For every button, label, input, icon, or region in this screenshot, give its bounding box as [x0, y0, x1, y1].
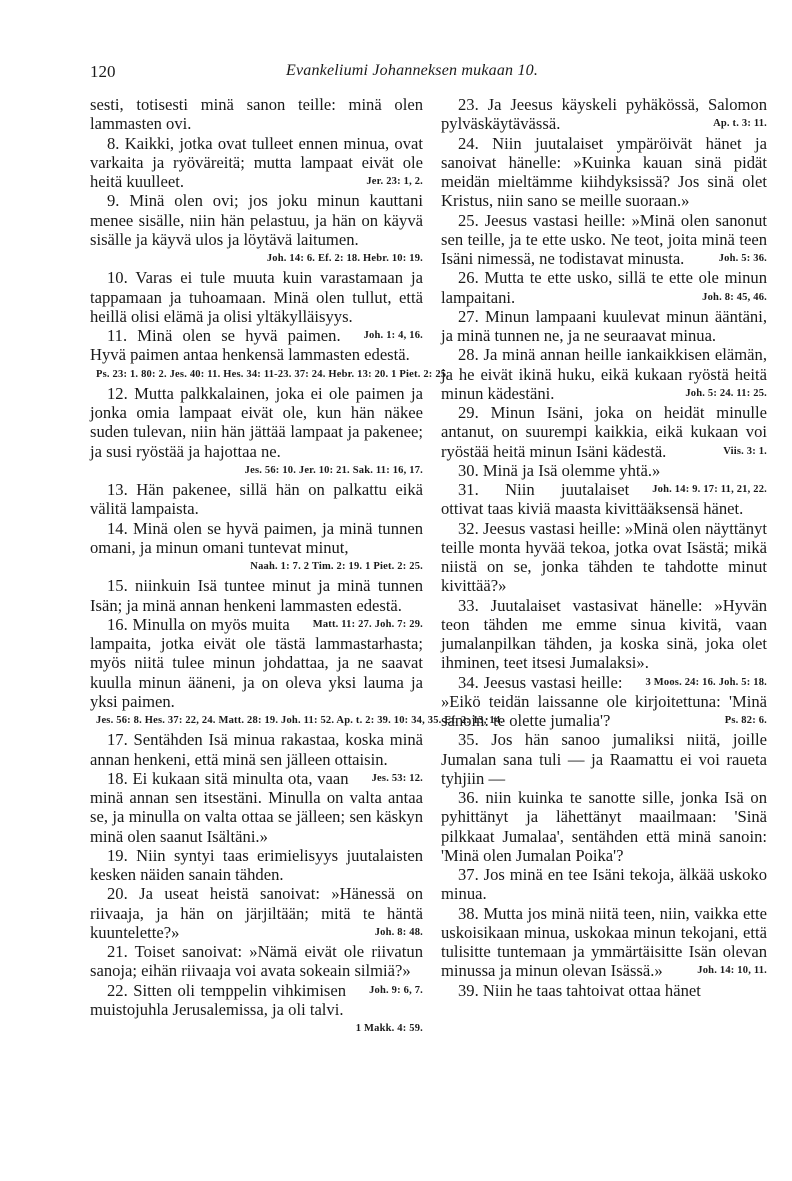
verse-text: 27. Minun lampaani kuulevat minun ääntäni, ja minä tunnen ne, ja ne seuraavat minua. [441, 306, 767, 345]
cross-reference: Joh. 14: 6. Ef. 2: 18. Hebr. 10: 19. [266, 253, 423, 264]
verse-text: 18. Ei kukaan sitä minulta ota, vaan minä annan sen itsestäni. Minulla on valta antaa se, ja minulla on valta ottaa se jälleen; sen käskyn minä olen saanut Isältäni.» [90, 768, 423, 846]
verse-text: 29. Minun Isäni, joka on heidät minulle antanut, on suurempi kaikkia, eikä kukaan voi ryöstää heitä minun Isäni kädestä. [441, 403, 767, 461]
verse-text: 19. Niin syntyi taas erimielisyys juutalaisten kesken näiden sanain tähden. [90, 845, 423, 884]
verse [90, 846, 423, 885]
verse-text: 17. Sentähden Isä minua rakastaa, koska minä annan henkeni, että minä sen jälleen ottaisin. [90, 730, 423, 769]
verse [441, 134, 767, 211]
verse [441, 788, 767, 865]
verse-text: 25. Jeesus vastasi heille: »Minä olen sanonut sen teille, ja te ette usko. Ne teot, joita minä teen Isäni nimessä, ne todistavat minusta. [441, 210, 767, 268]
verse-text: 39. Niin he taas tahtoivat ottaa hänet [458, 980, 701, 1000]
verse [90, 942, 423, 996]
cross-reference: Joh. 8: 45, 46. [702, 291, 767, 303]
verse [441, 981, 767, 1000]
verse-text: 21. Toiset sanoivat: »Nämä eivät ole riivatun sanoja; eihän riivaaja voi avata sokeain silmiä?» [90, 942, 423, 981]
verse-text: 30. Minä ja Isä olemme yhtä.» [458, 460, 661, 480]
cross-reference: Joh. 14: 10, 11. [697, 965, 767, 977]
cross-reference: Naah. 1: 7. 2 Tim. 2: 19. 1 Piet. 2: 25. [250, 561, 423, 572]
right-column [441, 95, 767, 1000]
verse-text: sesti, totisesti minä sanon teille: minä olen lammasten ovi. [90, 95, 423, 134]
verse [441, 95, 767, 134]
verse [441, 345, 767, 403]
verse-text: 16. Minulla on myös muita lampaita, jotka eivät ole tästä lammastarhasta; myös niitä tulee minun johdattaa, ja ne saavat kuulla minun ääneni, ja on oleva yksi lauma ja yksi paimen. [90, 614, 423, 711]
verse [441, 211, 767, 269]
verse [441, 307, 767, 346]
verse-text: 24. Niin juutalaiset ympäröivät hänet ja sanoivat hänelle: »Kuinka kauan sinä pidät meidän mieltämme kiihdyksissä? Jos sinä olet Kristus, niin sano se meille suoraan.» [441, 133, 767, 211]
verse [90, 384, 423, 480]
page-header [90, 62, 770, 86]
verse-text: 12. Mutta palkkalainen, joka ei ole paimen ja jonka omia lampaat eivät ole, kun hän näkee suden tulevan, niin hän jättää lampaat ja pakenee; ja susi ryöstää ja hajottaa ne. [90, 383, 423, 461]
verse [441, 268, 767, 307]
verse [441, 460, 767, 495]
verse [441, 904, 767, 981]
cross-reference: Ps. 82: 6. [724, 715, 767, 726]
cross-reference: 1 Makk. 4: 59. [355, 1023, 423, 1034]
verse-text: 32. Jeesus vastasi heille: »Minä olen näyttänyt teille monta hyvää tekoa, jotka ovat Isästä; mikä niistä on se, jonka tähden te tahdotte minut kivittää?» [441, 518, 767, 596]
left-column [90, 95, 504, 1038]
verse [441, 519, 767, 596]
verse-text: 28. Ja minä annan heille iankaikkisen elämän, ja he eivät ikinä huku, eikä kukaan ryöstä heitä minun kädestäni. [441, 345, 767, 403]
verse-text: 11. Minä olen se hyvä paimen. Hyvä paimen antaa henkensä lammasten edestä. [90, 326, 410, 365]
verse-text: 14. Minä olen se hyvä paimen, ja minä tunnen omani, ja minun omani tuntevat minut, [90, 518, 423, 557]
verse [90, 576, 423, 630]
cross-reference: Jes. 56: 10. Jer. 10: 21. Sak. 11: 16, 17. [244, 464, 423, 476]
verse [90, 730, 423, 784]
verse-text: 26. Mutta te ette usko, sillä te ette ole minun lampaitani. [441, 268, 767, 307]
cross-reference: Joh. 9: 6, 7. [369, 984, 423, 996]
verse [90, 268, 423, 341]
verse [90, 134, 423, 192]
verse [90, 884, 423, 942]
verse-text: 34. Jeesus vastasi heille: »Eikö teidän laissanne ole kirjoitettuna: 'Minä sanoin: te olette jumalia'? [441, 672, 767, 730]
verse [441, 865, 767, 904]
verse-text: 15. niinkuin Isä tuntee minut ja minä tunnen Isän; ja minä annan henkeni lammasten edestä. [90, 576, 423, 615]
verse-text: 22. Sitten oli temppelin vihkimisen muistojuhla Jerusalemissa, ja oli talvi. [90, 980, 347, 1019]
verse-text: 13. Hän pakenee, sillä hän on palkattu eikä välitä lampaista. [90, 480, 423, 519]
cross-reference: Ps. 23: 1. 80: 2. Jes. 40: 11. Hes. 34: 11-23. 37: 24. Hebr. 13: 20. 1 Piet. 2: 25. [96, 368, 450, 380]
verse-text: 36. niin kuinka te sanotte sille, jonka Isä on pyhittänyt ja lähettänyt maailmaan: 'Sinä pilkkaat Jumalaa', sentähden että minä sanoin: 'Minä olen Jumalan Poika'? [441, 788, 767, 865]
verse-text: 37. Jos minä en tee Isäni tekoja, älkää uskoko minua. [441, 865, 767, 904]
cross-reference: Joh. 14: 9. 17: 11, 21, 22. [652, 484, 767, 495]
cross-reference: 3 Moos. 24: 16. Joh. 5: 18. [645, 676, 767, 688]
verse-text: 10. Varas ei tule muuta kuin varastamaan ja tappamaan ja tuhoamaan. Minä olen tullut, että heillä olisi elämä ja olisi yltäkylläisyys. [90, 268, 423, 326]
cross-reference: Matt. 11: 27. Joh. 7: 29. [312, 618, 423, 630]
verse-text: 33. Juutalaiset vastasivat hänelle: »Hyvän teon tähden me emme sinua kivitä, vaan jumalanpilkan tähden, ja koska sinä, joka olet ihminen, teet itsesi Jumalaksi». [441, 595, 767, 673]
verse [90, 480, 423, 519]
cross-reference: Jer. 23: 1, 2. [366, 176, 423, 187]
cross-reference: Jes. 53: 12. [371, 772, 423, 784]
cross-reference: Viis. 3: 1. [723, 445, 767, 457]
cross-reference: Joh. 1: 4, 16. [363, 330, 423, 341]
verse [441, 403, 767, 461]
verse-text: 8. Kaikki, jotka ovat tulleet ennen minua, ovat varkaita ja ryöväreitä; mutta lampaat eivät ole heitä kuulleet. [90, 133, 423, 191]
cross-reference: Joh. 8: 48. [374, 926, 423, 938]
verse [90, 95, 423, 134]
verse-text: 38. Mutta jos minä niitä teen, niin, vaikka ette uskoisikaan minua, uskokaa minun tekojani, että tulisitte tuntemaan ja ymmärtäisitte Isän olevan minussa ja minun olevan Isässä.» [441, 903, 767, 981]
verse [441, 730, 767, 788]
page-number: 120 [90, 62, 116, 81]
cross-reference: Joh. 5: 24. 11: 25. [685, 387, 767, 399]
verse-text: 9. Minä olen ovi; jos joku minun kauttani menee sisälle, niin hän pelastuu, ja hän on käyvä sisälle ja käyvä ulos ja löytävä laitumen. [90, 191, 423, 249]
verse [90, 191, 423, 268]
verse [441, 595, 767, 688]
verse-text: 35. Jos hän sanoo jumaliksi niitä, joille Jumalan sana tuli — ja Raamattu ei voi raueta tyhjiin — [441, 730, 767, 788]
verse-text: 31. Niin juutalaiset ottivat taas kiviä maasta kivittääksensä hänet. [441, 480, 744, 519]
running-title: Evankeliumi Johanneksen mukaan 10. [286, 62, 539, 79]
verse-text: 23. Ja Jeesus käyskeli pyhäkössä, Salomon pylväskäytävässä. [441, 95, 767, 134]
cross-reference: Jes. 56: 8. Hes. 37: 22, 24. Matt. 28: 19. Joh. 11: 52. Ap. t. 2: 39. 10: 34, 35. Ef. 2: 13, 14. [96, 715, 504, 726]
cross-reference: Ap. t. 3: 11. [713, 118, 767, 130]
verse [90, 519, 423, 577]
verse-text: 20. Ja useat heistä sanoivat: »Hänessä on riivaaja, ja hän on järjiltään; mitä te häntä kuuntelette?» [90, 884, 423, 942]
cross-reference: Joh. 5: 36. [718, 253, 767, 264]
